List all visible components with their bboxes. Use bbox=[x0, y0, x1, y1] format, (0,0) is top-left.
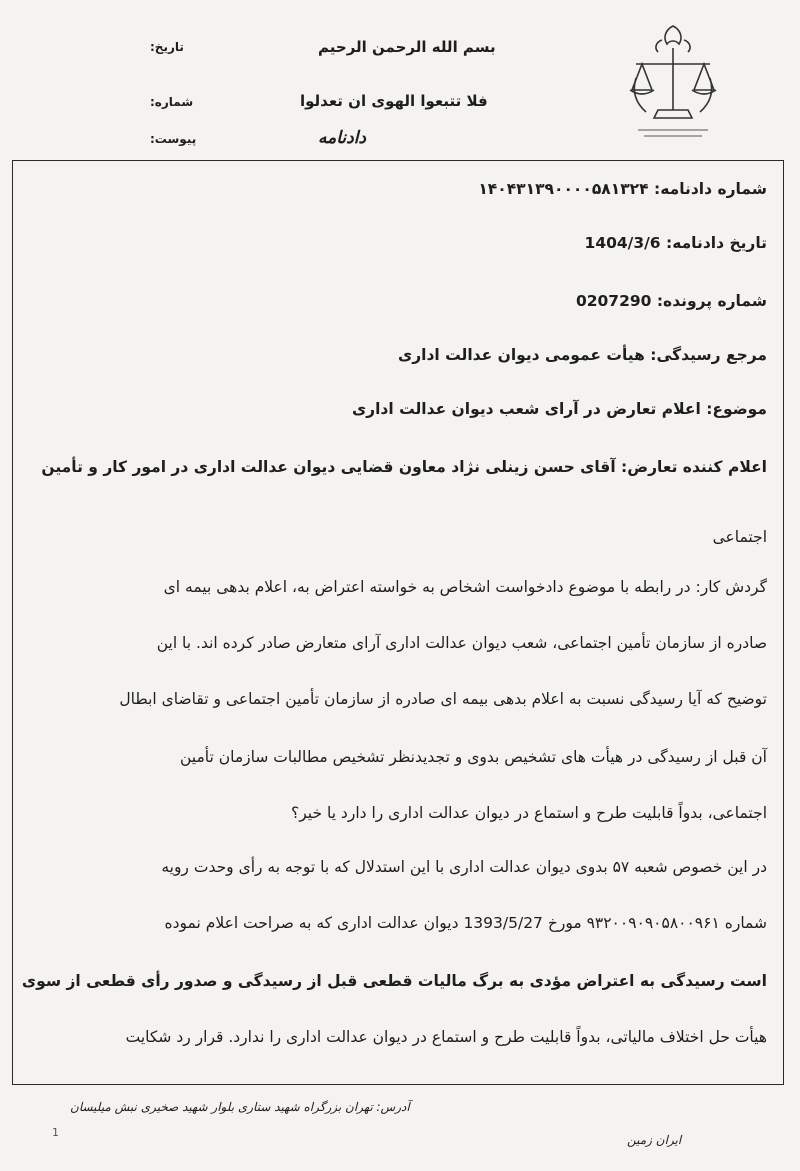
body-line-5: اجتماعی، بدواً قابلیت طرح و استماع در دیوان عدالت اداری را دارد یا خیر؟ bbox=[291, 804, 767, 822]
body-line-2: صادره از سازمان تأمین اجتماعی، شعب دیوان عدالت اداری آرای متعارض صادر کرده اند. با این bbox=[156, 634, 767, 652]
address: آدرس: تهران بزرگراه شهید ستاری بلوار شهید صخیری نبش میلیسان bbox=[70, 1100, 410, 1114]
body-line-6: در این خصوص شعبه ۵۷ بدوی دیوان عدالت اداری با این استدلال که با توجه به رأی وحدت رویه bbox=[161, 858, 767, 876]
declarant-line-2: اجتماعی bbox=[712, 528, 767, 546]
declarant-line-1: اعلام کننده تعارض: آقای حسن زینلی نژاد معاون قضایی دیوان عدالت اداری در امور کار و تأمین bbox=[41, 458, 767, 476]
body-line-9: هیأت حل اختلاف مالیاتی، بدواً قابلیت طرح و استماع در دیوان عدالت اداری را ندارد. قرار رد شکایت bbox=[125, 1028, 767, 1046]
body-line-8: است رسیدگی به اعتراض مؤدی به برگ مالیات قطعی قبل از رسیدگی و صدور رأی قطعی از سوی bbox=[21, 972, 767, 990]
ruling-number: شماره دادنامه: ۱۴۰۴۳۱۳۹۰۰۰۰۵۸۱۳۲۴ bbox=[478, 180, 767, 198]
attachment-label: پیوست: bbox=[150, 132, 197, 146]
ruling-date: تاریخ دادنامه: 1404/3/6 bbox=[584, 234, 767, 252]
number-label: شماره: bbox=[150, 95, 194, 109]
subject: موضوع: اعلام تعارض در آرای شعب دیوان عدالت اداری bbox=[351, 400, 767, 418]
body-line-4: آن قبل از رسیدگی در هیأت های تشخیص بدوی و تجدیدنظر تشخیص مطالبات سازمان تأمین bbox=[180, 748, 767, 766]
judiciary-emblem-icon bbox=[618, 18, 728, 143]
bismillah: بسم الله الرحمن الرحیم bbox=[318, 38, 496, 56]
reference-authority: مرجع رسیدگی: هیأت عمومی دیوان عدالت اداری bbox=[398, 346, 767, 364]
body-line-1: گردش کار: در رابطه با موضوع دادخواست اشخاص به خواسته اعتراض به، اعلام بدهی بیمه ای bbox=[163, 578, 767, 596]
case-number: شماره پرونده: 0207290 bbox=[575, 292, 767, 310]
body-line-7: شماره ۹۳۲۰۰۹۰۹۰۵۸۰۰۹۶۱ مورخ 1393/5/27 دیوان عدالت اداری که به صراحت اعلام نموده bbox=[164, 914, 767, 932]
quran-verse: فلا تتبعوا الهوی ان تعدلوا bbox=[300, 92, 488, 110]
page-number: 1 bbox=[52, 1126, 59, 1139]
date-label: تاریخ: bbox=[150, 40, 184, 54]
document-type: دادنامه bbox=[318, 128, 366, 148]
body-line-3: توضیح که آیا رسیدگی نسبت به اعلام بدهی بیمه ای صادره از سازمان تأمین اجتماعی و تقاضای ابطال bbox=[119, 690, 767, 708]
iran-zamin-footer: ایران زمین bbox=[627, 1133, 682, 1147]
